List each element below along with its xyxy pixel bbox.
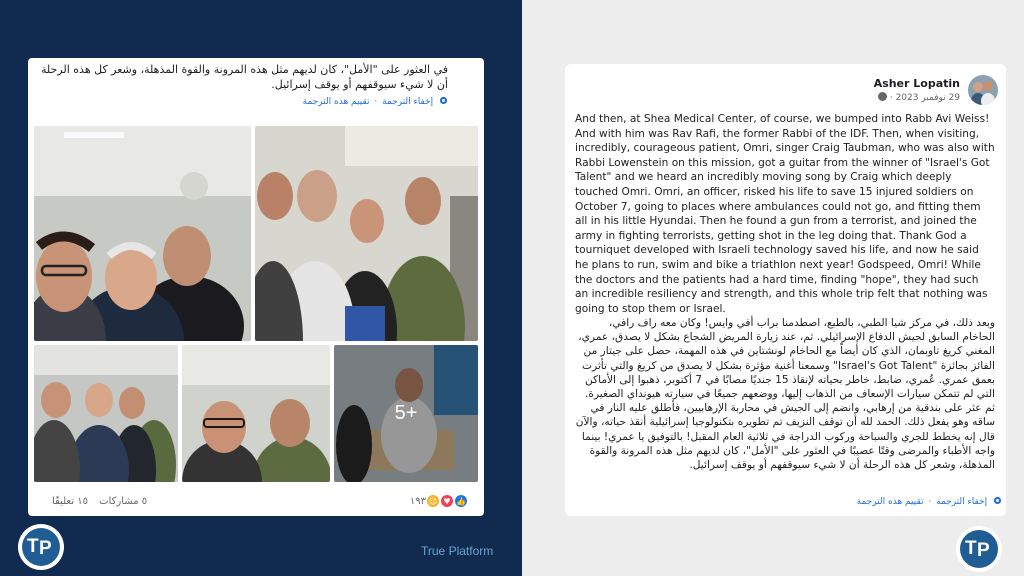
post-header xyxy=(874,72,998,108)
separator-dot: · xyxy=(374,97,378,107)
photo-1[interactable] xyxy=(34,126,251,341)
gear-icon xyxy=(993,496,1002,505)
photo-grid xyxy=(34,126,478,482)
reactions-count: ١٩٣ xyxy=(409,495,426,507)
true-platform-logo: T P xyxy=(18,524,64,570)
globe-icon xyxy=(878,92,887,101)
photo-3[interactable] xyxy=(34,345,178,482)
right-post-card xyxy=(565,64,1006,516)
like-reaction-icon: 👍 xyxy=(454,494,468,508)
author-name[interactable]: Asher Lopatin xyxy=(873,77,960,90)
comments-count[interactable]: ١٥ تعليقًا xyxy=(52,496,88,507)
gear-icon xyxy=(439,96,448,105)
avatar[interactable] xyxy=(968,75,998,105)
reactions-summary[interactable] xyxy=(410,494,468,508)
more-photos-overlay[interactable]: 5+ xyxy=(334,345,478,482)
hide-translation-link[interactable]: إخفاء الترجمة xyxy=(936,497,988,507)
engagement-counts xyxy=(44,496,147,507)
hide-translation-link[interactable]: إخفاء الترجمة xyxy=(382,97,434,107)
post-date[interactable] xyxy=(874,92,960,103)
photo-4[interactable] xyxy=(182,345,330,482)
right-translation-row xyxy=(857,496,1002,516)
photo-2[interactable] xyxy=(255,126,478,341)
left-post-text: في العثور على "الأمل"، كان لديهم مثل هذه المرونة والقوة المذهلة، وشعر كل هذه الرحلة أن لا شيء سيوقفهم أو يوقف إسرائيل. xyxy=(40,63,448,91)
true-platform-logo: T P xyxy=(956,526,1002,572)
shares-count[interactable]: ٥ مشاركات xyxy=(99,496,148,507)
separator-dot: · xyxy=(889,93,893,103)
separator-dot: · xyxy=(928,497,932,507)
photo-5[interactable] xyxy=(334,345,478,482)
left-post-footer xyxy=(28,492,484,514)
post-body-english: And then, at Shea Medical Center, of course, we bumped into Rabb Avi Weiss! And with him was Rav Rafi, the former Rabbi of the IDF. Then, when visiting, incredibly, courageous patient, Omri, singer Craig Taubman, who was also with Rabbi Lowenstein on this mission, got a guitar from the winner of "Israel's Got Talent" and we heard an incredibly moving song by Craig which deeply touched Omri. Omri, an officer, risked his life to save 15 injured soldiers on October 7, going to places where ambulances could not go, and fitting them all in his little Hyundai. Then he found a gun from a terrorist, and joined the army in fighting terrorists, getting shot in the leg doing that. Thank God a tourniquet developed with Israeli technology saved his life, and now he said he plans to run, swim and bike a triathlon next year! Godspeed, Omri! While the doctors and the patients had a hard time, finding "hope", they had such an incredible resiliency and strength, and this whole trip felt that nothing was going to stop them or Israel. xyxy=(575,113,995,315)
rate-translation-link[interactable]: تقييم هذه الترجمة xyxy=(856,497,924,507)
left-translation-row xyxy=(28,92,484,112)
author-info xyxy=(874,77,960,103)
brand-name: True Platform xyxy=(421,544,494,558)
love-reaction-icon: ♥ xyxy=(440,494,454,508)
post-body-arabic: وبعد ذلك، في مركز شيا الطبي، بالطبع، اصطدمنا براب أفي وايس! وكان معه راف رافي، الحاخام السابق لجيش الدفاع الإسرائيلي. ثم، عند زيارة المريض الشجاع بشكل لا يصدق، عمري، المغني كريغ تاوبمان، الذي كان أيضاً مع الحاخام لونشتاين في هذه المهمة، حصل على جيتار من الفائز بجائزة "Israel's Got Talent" وسمعنا أغنية مؤثرة بشكل لا يصدق من كريغ والتي تأثرت بعمق عمري. عُمري، ضابط، خاطر بحياته لإنقاذ 15 جنديًا مصابًا في 7 أكتوبر، ذهبوا إلى الأماكن التي لم تتمكن سيارات الإسعاف من الذهاب إليها، ووضعهم جميعًا في سيارته هيونداي الصغيرة. ثم عثر على بندقية من إرهابي، وانضم إلى الجيش في محاربة الإرهابيين، فأطلق عليه النار في ساقه وهو يفعل ذلك. الحمد لله أن توقف النزيف تم تطويره بتكنولوجيا إسرائيلية أنقذ حياته، والآن قال إنه يخطط للجري والسباحة وركوب الدراجة في ثلاثية العام المقبل! بالتوفيق يا عمري! بينما واجه الأطباء والمرضى وقتًا عصيبًا في العثور على "الأمل"، كان لديهم مثل هذه المرونة والقوة المذهلة، وشعر كل هذه الرحلة أن لا شيء سيوقفهم أو يوقف إسرائيل. xyxy=(575,317,995,472)
left-post-card xyxy=(28,58,484,516)
care-reaction-icon: ☺ xyxy=(426,494,440,508)
post-date-text: 29 نوفمبر 2023 xyxy=(895,93,960,103)
rate-translation-link[interactable]: تقييم هذه الترجمة xyxy=(302,97,370,107)
